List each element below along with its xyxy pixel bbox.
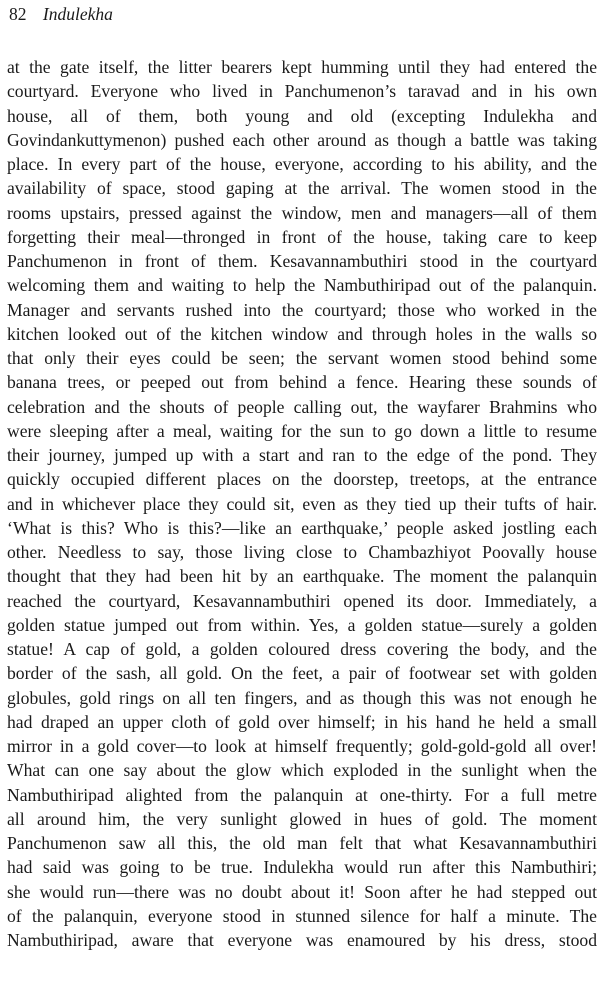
text-line: What can one say about the glow which exploded in the sunlight when the — [7, 760, 597, 781]
body-paragraph — [7, 55, 597, 952]
text-line: she would run—there was no doubt about it! Soon after he had stepped out — [7, 881, 597, 902]
text-line: other. Needless to say, those living close to Chambazhiyot Poovally house — [7, 542, 597, 562]
text-line: globules, gold rings on all ten fingers, and as though this was not enough he — [7, 687, 597, 708]
text-line: banana trees, or peeped out from behind a fence. Hearing these sounds of — [7, 372, 597, 393]
text-line: Nambuthiripad, aware that everyone was enamoured by his dress, stood — [7, 930, 597, 950]
text-line: quickly occupied different places on the doorstep, treetops, at the entrance — [7, 469, 597, 490]
text-line: availability of space, stood gaping at the arrival. The women stood in the — [7, 178, 597, 199]
text-line: Panchumenon in front of them. Kesavannambuthiri stood in the courtyard — [7, 251, 597, 271]
page-number: 82 — [9, 4, 27, 24]
text-line: golden statue jumped out from within. Yes, a golden statue—surely a golden — [7, 614, 597, 635]
text-line: border of the sash, all gold. On the feet, a pair of footwear set with golden — [7, 663, 597, 684]
text-line: place. In every part of the house, everyone, according to his ability, and the — [7, 154, 597, 174]
text-line: Govindankuttymenon) pushed each other around as though a battle was taking — [7, 129, 597, 150]
text-line: Manager and servants rushed into the courtyard; those who worked in the — [7, 299, 597, 320]
running-header — [9, 2, 113, 26]
text-line: at the gate itself, the litter bearers kept humming until they had entered the — [7, 57, 597, 77]
text-line: mirror in a gold cover—to look at himself frequently; gold-gold-gold all over! — [7, 736, 597, 756]
text-line: and in whichever place they could sit, even as they tied up their tufts of hair. — [7, 493, 597, 514]
text-line: house, all of them, both young and old (excepting Indulekha and — [7, 105, 597, 126]
text-line: that only their eyes could be seen; the servant women stood behind some — [7, 348, 597, 368]
text-line: ‘What is this? Who is this?—like an earthquake,’ people asked jostling each — [7, 517, 597, 538]
text-line: reached the courtyard, Kesavannambuthiri opened its door. Immediately, a — [7, 590, 597, 611]
text-line: had said was going to be true. Indulekha would run after this Nambuthiri; — [7, 857, 597, 878]
running-title: Indulekha — [42, 4, 113, 24]
text-line: statue! A cap of gold, a golden coloured dress covering the body, and the — [7, 639, 597, 659]
text-line: celebration and the shouts of people calling out, the wayfarer Brahmins who — [7, 396, 597, 417]
text-line: thought that they had been hit by an earthquake. The moment the palanquin — [7, 566, 597, 587]
text-line: rooms upstairs, pressed against the window, men and managers—all of them — [7, 202, 597, 223]
text-line: courtyard. Everyone who lived in Panchumenon’s taravad and in his own — [7, 81, 597, 102]
text-line: forgetting their meal—thronged in front of the house, taking care to keep — [7, 226, 597, 247]
text-line: of the palanquin, everyone stood in stunned silence for half a minute. The — [7, 905, 597, 926]
text-line: all around him, the very sunlight glowed in hues of gold. The moment — [7, 808, 597, 829]
text-line: Nambuthiripad alighted from the palanquin at one-thirty. For a full metre — [7, 784, 597, 805]
text-line: welcoming them and waiting to help the Nambuthiripad out of the palanquin. — [7, 275, 597, 296]
text-line: were sleeping after a meal, waiting for the sun to go down a little to resume — [7, 420, 597, 441]
text-line: kitchen looked out of the kitchen window and through holes in the walls so — [7, 323, 597, 344]
text-line: their journey, jumped up with a start and ran to the edge of the pond. They — [7, 445, 597, 465]
text-line: Panchumenon saw all this, the old man felt that what Kesavannambuthiri — [7, 833, 597, 853]
text-line: had draped an upper cloth of gold over himself; in his hand he held a small — [7, 711, 597, 732]
